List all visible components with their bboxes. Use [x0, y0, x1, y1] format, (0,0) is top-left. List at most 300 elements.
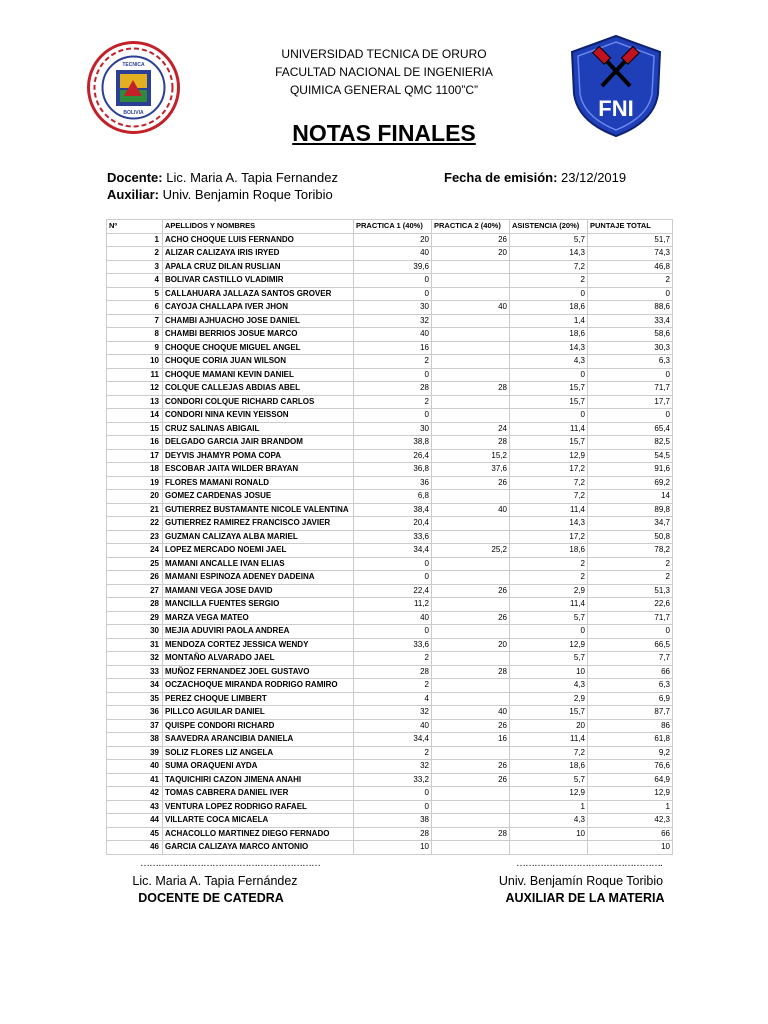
- practica2-score: 20: [432, 247, 510, 261]
- practica1-score: 36,8: [354, 463, 432, 477]
- faculty-name: FACULTAD NACIONAL DE INGENIERIA: [275, 65, 493, 79]
- asistencia-score: 15,7: [510, 395, 588, 409]
- total-score: 7,7: [588, 652, 673, 666]
- student-name: GARCIA CALIZAYA MARCO ANTONIO: [163, 841, 354, 855]
- practica2-score: [432, 328, 510, 342]
- row-number: 10: [107, 355, 163, 369]
- student-name: CHAMBI AJHUACHO JOSE DANIEL: [163, 314, 354, 328]
- total-score: 65,4: [588, 422, 673, 436]
- grades-table: [106, 219, 673, 855]
- practica1-score: 28: [354, 665, 432, 679]
- asistencia-score: 5,7: [510, 233, 588, 247]
- asistencia-score: 0: [510, 287, 588, 301]
- table-row: [107, 692, 673, 706]
- practica2-score: [432, 368, 510, 382]
- practica1-score: 38,8: [354, 436, 432, 450]
- docente-value: Lic. Maria A. Tapia Fernandez: [166, 170, 338, 185]
- auxiliar-line: [107, 187, 333, 202]
- student-name: CAYOJA CHALLAPA IVER JHON: [163, 301, 354, 315]
- row-number: 45: [107, 827, 163, 841]
- table-row: [107, 557, 673, 571]
- asistencia-score: 11,4: [510, 598, 588, 612]
- total-score: 22,6: [588, 598, 673, 612]
- docente-label: Docente:: [107, 170, 163, 185]
- left-signature-role: DOCENTE DE CATEDRA: [138, 891, 284, 905]
- student-name: GUTIERREZ RAMIREZ FRANCISCO JAVIER: [163, 517, 354, 531]
- practica2-score: [432, 746, 510, 760]
- total-score: 46,8: [588, 260, 673, 274]
- table-row: [107, 571, 673, 585]
- practica1-score: 38: [354, 814, 432, 828]
- row-number: 6: [107, 301, 163, 315]
- university-name: UNIVERSIDAD TECNICA DE ORURO: [281, 47, 487, 61]
- practica2-score: 26: [432, 611, 510, 625]
- student-name: SAAVEDRA ARANCIBIA DANIELA: [163, 733, 354, 747]
- asistencia-score: 14,3: [510, 517, 588, 531]
- col-header-practica1: PRACTICA 1 (40%): [354, 220, 432, 234]
- practica1-score: 32: [354, 760, 432, 774]
- practica2-score: [432, 692, 510, 706]
- practica2-score: [432, 679, 510, 693]
- practica1-score: 28: [354, 382, 432, 396]
- practica1-score: 0: [354, 557, 432, 571]
- table-row: [107, 652, 673, 666]
- table-row: [107, 814, 673, 828]
- asistencia-score: 0: [510, 625, 588, 639]
- student-name: ACHO CHOQUE LUIS FERNANDO: [163, 233, 354, 247]
- total-score: 69,2: [588, 476, 673, 490]
- asistencia-score: 1,4: [510, 314, 588, 328]
- table-row: [107, 544, 673, 558]
- practica1-score: 33,6: [354, 530, 432, 544]
- practica1-score: 20: [354, 233, 432, 247]
- total-score: 58,6: [588, 328, 673, 342]
- page-title: NOTAS FINALES: [292, 120, 476, 146]
- table-row: [107, 625, 673, 639]
- table-row: [107, 341, 673, 355]
- practica2-score: [432, 314, 510, 328]
- asistencia-score: 2: [510, 274, 588, 288]
- table-row: [107, 476, 673, 490]
- row-number: 30: [107, 625, 163, 639]
- student-name: CHOQUE CORIA JUAN WILSON: [163, 355, 354, 369]
- table-row: [107, 746, 673, 760]
- total-score: 74,3: [588, 247, 673, 261]
- row-number: 36: [107, 706, 163, 720]
- student-name: QUISPE CONDORI RICHARD: [163, 719, 354, 733]
- student-name: GOMEZ CARDENAS JOSUE: [163, 490, 354, 504]
- practica1-score: 4: [354, 692, 432, 706]
- asistencia-score: 12,9: [510, 638, 588, 652]
- fecha-label: Fecha de emisión:: [444, 170, 558, 185]
- practica1-score: 34,4: [354, 733, 432, 747]
- table-row: [107, 638, 673, 652]
- practica1-score: 0: [354, 409, 432, 423]
- practica1-score: 22,4: [354, 584, 432, 598]
- row-number: 13: [107, 395, 163, 409]
- student-name: CONDORI COLQUE RICHARD CARLOS: [163, 395, 354, 409]
- student-name: CHOQUE MAMANI KEVIN DANIEL: [163, 368, 354, 382]
- row-number: 14: [107, 409, 163, 423]
- asistencia-score: 10: [510, 665, 588, 679]
- table-row: [107, 368, 673, 382]
- asistencia-score: 11,4: [510, 733, 588, 747]
- asistencia-score: 5,7: [510, 652, 588, 666]
- total-score: 50,8: [588, 530, 673, 544]
- table-row: [107, 355, 673, 369]
- asistencia-score: 2,9: [510, 692, 588, 706]
- student-name: SUMA ORAQUENI AYDA: [163, 760, 354, 774]
- practica2-score: 26: [432, 719, 510, 733]
- practica1-score: 6,8: [354, 490, 432, 504]
- row-number: 5: [107, 287, 163, 301]
- practica1-score: 32: [354, 314, 432, 328]
- student-name: MUÑOZ FERNANDEZ JOEL GUSTAVO: [163, 665, 354, 679]
- practica1-score: 2: [354, 652, 432, 666]
- table-row: [107, 706, 673, 720]
- total-score: 76,6: [588, 760, 673, 774]
- total-score: 6,3: [588, 355, 673, 369]
- practica1-score: 10: [354, 841, 432, 855]
- row-number: 29: [107, 611, 163, 625]
- total-score: 6,9: [588, 692, 673, 706]
- total-score: 71,7: [588, 611, 673, 625]
- practica1-score: 0: [354, 571, 432, 585]
- table-row: [107, 301, 673, 315]
- practica2-score: 28: [432, 665, 510, 679]
- student-name: PEREZ CHOQUE LIMBERT: [163, 692, 354, 706]
- practica1-score: 11,2: [354, 598, 432, 612]
- total-score: 71,7: [588, 382, 673, 396]
- row-number: 24: [107, 544, 163, 558]
- student-name: PILLCO AGUILAR DANIEL: [163, 706, 354, 720]
- table-row: [107, 409, 673, 423]
- row-number: 16: [107, 436, 163, 450]
- row-number: 35: [107, 692, 163, 706]
- practica2-score: [432, 274, 510, 288]
- asistencia-score: 7,2: [510, 476, 588, 490]
- right-signature-line: ………………………………………….: [516, 858, 662, 869]
- student-name: DELGADO GARCIA JAIR BRANDOM: [163, 436, 354, 450]
- table-row: [107, 719, 673, 733]
- row-number: 25: [107, 557, 163, 571]
- student-name: MONTAÑO ALVARADO JAEL: [163, 652, 354, 666]
- left-signature-line: ……………………………………………………: [140, 858, 320, 869]
- col-header-asistencia: ASISTENCIA (20%): [510, 220, 588, 234]
- student-name: MANCILLA FUENTES SERGIO: [163, 598, 354, 612]
- practica2-score: [432, 787, 510, 801]
- table-row: [107, 436, 673, 450]
- row-number: 43: [107, 800, 163, 814]
- student-name: CHOQUE CHOQUE MIGUEL ANGEL: [163, 341, 354, 355]
- student-name: ESCOBAR JAITA WILDER BRAYAN: [163, 463, 354, 477]
- practica1-score: 38,4: [354, 503, 432, 517]
- practica2-score: [432, 598, 510, 612]
- asistencia-score: 18,6: [510, 544, 588, 558]
- practica2-score: [432, 409, 510, 423]
- practica2-score: 26: [432, 760, 510, 774]
- practica2-score: [432, 490, 510, 504]
- practica1-score: 0: [354, 800, 432, 814]
- table-row: [107, 760, 673, 774]
- left-signature-name: Lic. Maria A. Tapia Fernández: [132, 874, 298, 888]
- asistencia-score: 4,3: [510, 355, 588, 369]
- asistencia-score: 15,7: [510, 436, 588, 450]
- asistencia-score: 2,9: [510, 584, 588, 598]
- practica2-score: [432, 625, 510, 639]
- practica2-score: [432, 341, 510, 355]
- practica1-score: 0: [354, 274, 432, 288]
- col-header-name: APELLIDOS Y NOMBRES: [163, 220, 354, 234]
- total-score: 88,6: [588, 301, 673, 315]
- table-row: [107, 449, 673, 463]
- row-number: 1: [107, 233, 163, 247]
- practica1-score: 0: [354, 787, 432, 801]
- practica2-score: [432, 355, 510, 369]
- practica1-score: 40: [354, 719, 432, 733]
- student-name: ALIZAR CALIZAYA IRIS IRYED: [163, 247, 354, 261]
- practica2-score: 25,2: [432, 544, 510, 558]
- fecha-line: [444, 170, 626, 185]
- total-score: 0: [588, 625, 673, 639]
- total-score: 34,7: [588, 517, 673, 531]
- row-number: 42: [107, 787, 163, 801]
- asistencia-score: 18,6: [510, 328, 588, 342]
- total-score: 2: [588, 274, 673, 288]
- table-row: [107, 665, 673, 679]
- row-number: 9: [107, 341, 163, 355]
- row-number: 37: [107, 719, 163, 733]
- total-score: 0: [588, 409, 673, 423]
- col-header-number: Nº: [107, 220, 163, 234]
- practica1-score: 36: [354, 476, 432, 490]
- asistencia-score: 4,3: [510, 679, 588, 693]
- table-row: [107, 260, 673, 274]
- practica2-score: 26: [432, 233, 510, 247]
- table-row: [107, 503, 673, 517]
- row-number: 28: [107, 598, 163, 612]
- student-name: CHAMBI BERRIOS JOSUE MARCO: [163, 328, 354, 342]
- practica2-score: 16: [432, 733, 510, 747]
- total-score: 2: [588, 557, 673, 571]
- practica2-score: [432, 287, 510, 301]
- total-score: 6,3: [588, 679, 673, 693]
- row-number: 41: [107, 773, 163, 787]
- row-number: 19: [107, 476, 163, 490]
- row-number: 33: [107, 665, 163, 679]
- student-name: SOLIZ FLORES LIZ ANGELA: [163, 746, 354, 760]
- asistencia-score: 20: [510, 719, 588, 733]
- asistencia-score: 11,4: [510, 503, 588, 517]
- asistencia-score: 12,9: [510, 449, 588, 463]
- total-score: 42,3: [588, 814, 673, 828]
- practica1-score: 16: [354, 341, 432, 355]
- student-name: VENTURA LOPEZ RODRIGO RAFAEL: [163, 800, 354, 814]
- student-name: VILLARTE COCA MICAELA: [163, 814, 354, 828]
- table-row: [107, 328, 673, 342]
- student-name: MENDOZA CORTEZ JESSICA WENDY: [163, 638, 354, 652]
- practica1-score: 0: [354, 625, 432, 639]
- asistencia-score: 17,2: [510, 530, 588, 544]
- right-signature-role: AUXILIAR DE LA MATERIA: [505, 891, 665, 905]
- student-name: CALLAHUARA JALLAZA SANTOS GROVER: [163, 287, 354, 301]
- table-row: [107, 490, 673, 504]
- table-row: [107, 611, 673, 625]
- student-name: LOPEZ MERCADO NOEMI JAEL: [163, 544, 354, 558]
- practica1-score: 2: [354, 679, 432, 693]
- practica2-score: 26: [432, 476, 510, 490]
- total-score: 64,9: [588, 773, 673, 787]
- practica1-score: 26,4: [354, 449, 432, 463]
- practica1-score: 33,2: [354, 773, 432, 787]
- row-number: 40: [107, 760, 163, 774]
- asistencia-score: 14,3: [510, 341, 588, 355]
- asistencia-score: 4,3: [510, 814, 588, 828]
- course-name: QUIMICA GENERAL QMC 1100”C”: [289, 83, 479, 97]
- fni-logo-text: FNI: [598, 96, 634, 121]
- total-score: 66,5: [588, 638, 673, 652]
- practica2-score: 40: [432, 503, 510, 517]
- student-name: TAQUICHIRI CAZON JIMENA ANAHI: [163, 773, 354, 787]
- row-number: 23: [107, 530, 163, 544]
- table-row: [107, 800, 673, 814]
- student-name: TOMAS CABRERA DANIEL IVER: [163, 787, 354, 801]
- student-name: ACHACOLLO MARTINEZ DIEGO FERNADO: [163, 827, 354, 841]
- table-row: [107, 247, 673, 261]
- total-score: 30,3: [588, 341, 673, 355]
- total-score: 33,4: [588, 314, 673, 328]
- row-number: 31: [107, 638, 163, 652]
- table-row: [107, 679, 673, 693]
- total-score: 2: [588, 571, 673, 585]
- total-score: 91,6: [588, 463, 673, 477]
- seal-bottom-text: BOLIVIA: [123, 110, 144, 116]
- practica2-score: 37,6: [432, 463, 510, 477]
- table-row: [107, 584, 673, 598]
- auxiliar-label: Auxiliar:: [107, 187, 160, 202]
- total-score: 17,7: [588, 395, 673, 409]
- student-name: FLORES MAMANI RONALD: [163, 476, 354, 490]
- total-score: 51,3: [588, 584, 673, 598]
- row-number: 46: [107, 841, 163, 855]
- student-name: BOLIVAR CASTILLO VLADIMIR: [163, 274, 354, 288]
- asistencia-score: 18,6: [510, 760, 588, 774]
- row-number: 22: [107, 517, 163, 531]
- practica2-score: 28: [432, 436, 510, 450]
- practica2-score: [432, 652, 510, 666]
- total-score: 54,5: [588, 449, 673, 463]
- practica2-score: 28: [432, 382, 510, 396]
- row-number: 2: [107, 247, 163, 261]
- row-number: 15: [107, 422, 163, 436]
- row-number: 18: [107, 463, 163, 477]
- total-score: 1: [588, 800, 673, 814]
- total-score: 10: [588, 841, 673, 855]
- practica1-score: 2: [354, 395, 432, 409]
- table-row: [107, 233, 673, 247]
- student-name: MAMANI ANCALLE IVAN ELIAS: [163, 557, 354, 571]
- row-number: 12: [107, 382, 163, 396]
- total-score: 0: [588, 287, 673, 301]
- row-number: 21: [107, 503, 163, 517]
- practica1-score: 30: [354, 301, 432, 315]
- docente-line: [107, 170, 338, 185]
- row-number: 8: [107, 328, 163, 342]
- asistencia-score: 7,2: [510, 746, 588, 760]
- practica2-score: [432, 800, 510, 814]
- practica2-score: [432, 260, 510, 274]
- table-row: [107, 463, 673, 477]
- total-score: 61,8: [588, 733, 673, 747]
- table-row: [107, 773, 673, 787]
- table-row: [107, 598, 673, 612]
- practica2-score: 15,2: [432, 449, 510, 463]
- practica2-score: 40: [432, 301, 510, 315]
- table-body: [107, 233, 673, 854]
- student-name: COLQUE CALLEJAS ABDIAS ABEL: [163, 382, 354, 396]
- practica1-score: 40: [354, 328, 432, 342]
- practica1-score: 20,4: [354, 517, 432, 531]
- table-row: [107, 841, 673, 855]
- asistencia-score: 11,4: [510, 422, 588, 436]
- row-number: 44: [107, 814, 163, 828]
- practica2-score: [432, 557, 510, 571]
- practica2-score: 26: [432, 773, 510, 787]
- table-row: [107, 382, 673, 396]
- row-number: 27: [107, 584, 163, 598]
- student-name: GUZMAN CALIZAYA ALBA MARIEL: [163, 530, 354, 544]
- auxiliar-value: Univ. Benjamin Roque Toribio: [162, 187, 333, 202]
- asistencia-score: 1: [510, 800, 588, 814]
- asistencia-score: 15,7: [510, 706, 588, 720]
- practica1-score: 0: [354, 287, 432, 301]
- table-row: [107, 287, 673, 301]
- practica2-score: [432, 571, 510, 585]
- asistencia-score: 5,7: [510, 773, 588, 787]
- table-row: [107, 517, 673, 531]
- table-row: [107, 787, 673, 801]
- table-row: [107, 395, 673, 409]
- total-score: 0: [588, 368, 673, 382]
- total-score: 14: [588, 490, 673, 504]
- asistencia-score: 0: [510, 368, 588, 382]
- student-name: CONDORI NINA KEVIN YEISSON: [163, 409, 354, 423]
- practica1-score: 39,6: [354, 260, 432, 274]
- total-score: 78,2: [588, 544, 673, 558]
- practica1-score: 33,6: [354, 638, 432, 652]
- table-row: [107, 314, 673, 328]
- practica2-score: 40: [432, 706, 510, 720]
- practica1-score: 40: [354, 247, 432, 261]
- row-number: 26: [107, 571, 163, 585]
- table-row: [107, 733, 673, 747]
- practica1-score: 32: [354, 706, 432, 720]
- practica1-score: 28: [354, 827, 432, 841]
- asistencia-score: 10: [510, 827, 588, 841]
- practica1-score: 2: [354, 746, 432, 760]
- practica2-score: 20: [432, 638, 510, 652]
- asistencia-score: 0: [510, 409, 588, 423]
- student-name: MARZA VEGA MATEO: [163, 611, 354, 625]
- practica1-score: 2: [354, 355, 432, 369]
- asistencia-score: [510, 841, 588, 855]
- practica2-score: [432, 841, 510, 855]
- practica1-score: 0: [354, 368, 432, 382]
- col-header-practica2: PRACTICA 2 (40%): [432, 220, 510, 234]
- asistencia-score: 5,7: [510, 611, 588, 625]
- practica2-score: 26: [432, 584, 510, 598]
- student-name: MAMANI VEGA JOSE DAVID: [163, 584, 354, 598]
